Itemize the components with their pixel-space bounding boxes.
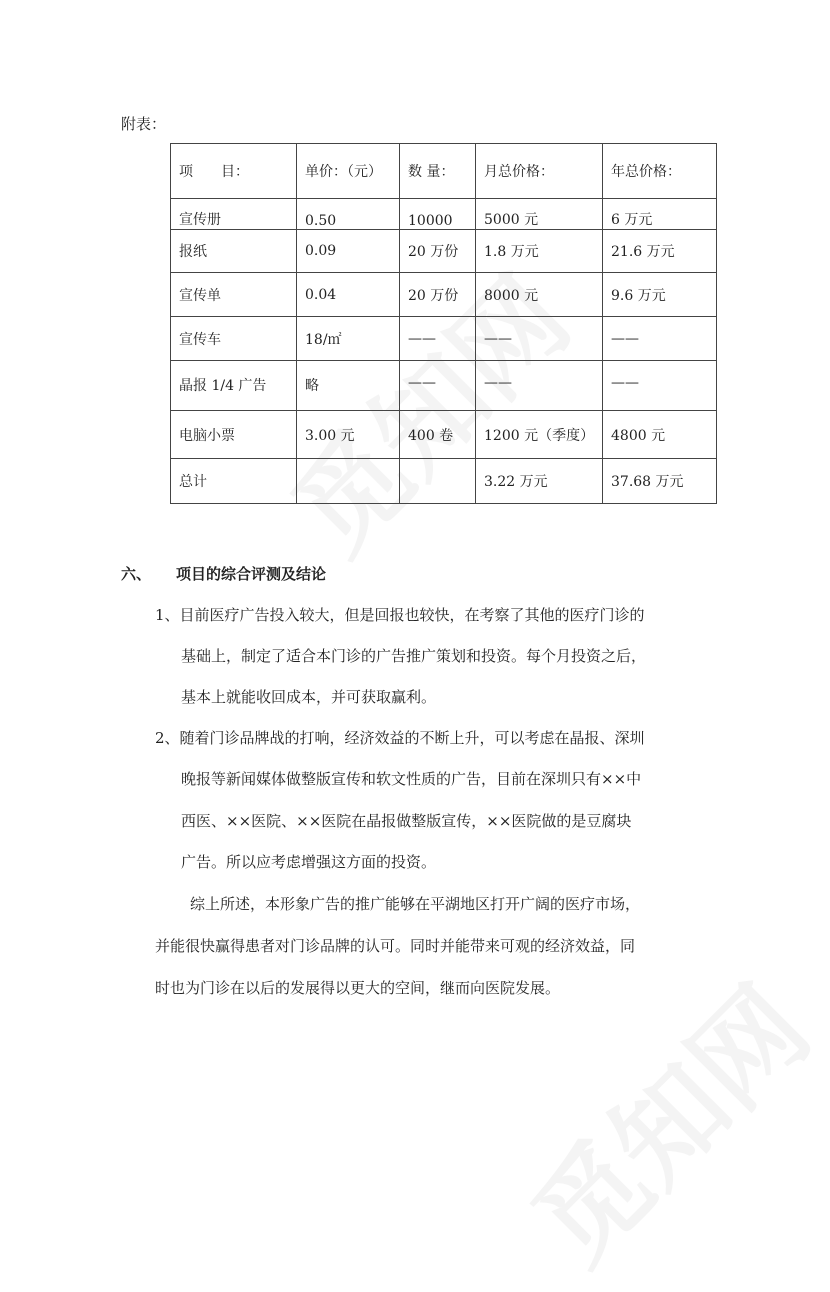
cell: 21.6 万元 [603, 230, 717, 273]
paragraph-line: 时也为门诊在以后的发展得以更大的空间，继而向医院发展。 [155, 979, 561, 997]
cell: 宣传单 [171, 273, 297, 317]
table-row [171, 459, 717, 504]
cell: 略 [297, 361, 400, 411]
cell: 1.8 万元 [476, 230, 603, 273]
cell: 宣传册 [171, 199, 297, 230]
paragraph-line: 综上所述，本形象广告的推广能够在平湖地区打开广阔的医疗市场， [190, 895, 641, 913]
cell: 3.22 万元 [476, 459, 603, 504]
table-row [171, 230, 717, 273]
cell: 20 万份 [400, 230, 476, 273]
cell: —— [603, 361, 717, 411]
cell: 宣传车 [171, 317, 297, 361]
cell: —— [400, 317, 476, 361]
cell: 晶报 1/4 广告 [171, 361, 297, 411]
table-row [171, 273, 717, 317]
cell: —— [476, 317, 603, 361]
cost-table [170, 143, 717, 504]
cell: 8000 元 [476, 273, 603, 317]
paragraph-line: 广告。所以应考虑增强这方面的投资。 [181, 853, 437, 871]
cell [297, 459, 400, 504]
cell: 3.00 元 [297, 411, 400, 459]
cell: —— [400, 361, 476, 411]
paragraph-line: 西医、××医院、××医院在晶报做整版宣传，××医院做的是豆腐块 [181, 812, 632, 830]
appendix-label: 附表： [121, 115, 167, 133]
cell [400, 459, 476, 504]
header-cell: 数 量： [400, 144, 476, 199]
cell: 总计 [171, 459, 297, 504]
header-cell: 项 目： [171, 144, 297, 199]
cell: 18/㎡ [297, 317, 400, 361]
header-cell: 年总价格： [603, 144, 717, 199]
paragraph-line: 晚报等新闻媒体做整版宣传和软文性质的广告，目前在深圳只有××中 [181, 770, 642, 788]
cell: 20 万份 [400, 273, 476, 317]
cell: 9.6 万元 [603, 273, 717, 317]
cell: 0.50 [297, 199, 400, 230]
cell: —— [603, 317, 717, 361]
cell: 37.68 万元 [603, 459, 717, 504]
table-row [171, 361, 717, 411]
cell: 电脑小票 [171, 411, 297, 459]
cell: 0.09 [297, 230, 400, 273]
paragraph-line: 基本上就能收回成本，并可获取赢利。 [181, 688, 437, 706]
cell: 4800 元 [603, 411, 717, 459]
table-row [171, 199, 717, 230]
cell: 400 卷 [400, 411, 476, 459]
table-row [171, 317, 717, 361]
paragraph-line: 2、随着门诊品牌战的打响，经济效益的不断上升，可以考虑在晶报、深圳 [155, 729, 645, 747]
section-number: 六、 [121, 565, 152, 583]
cell: 5000 元 [476, 199, 603, 230]
cell: 1200 元（季度） [476, 411, 603, 459]
cell: 0.04 [297, 273, 400, 317]
watermark [492, 946, 830, 1291]
cell: 6 万元 [603, 199, 717, 230]
section-title: 项目的综合评测及结论 [176, 565, 327, 583]
paragraph-line: 1、目前医疗广告投入较大，但是回报也较快，在考察了其他的医疗门诊的 [155, 606, 645, 624]
table-row [171, 411, 717, 459]
header-cell: 月总价格： [476, 144, 603, 199]
cell: 10000 [400, 199, 476, 230]
cell: 报纸 [171, 230, 297, 273]
cell: —— [476, 361, 603, 411]
header-cell: 单价：（元） [297, 144, 400, 199]
paragraph-line: 基础上，制定了适合本门诊的广告推广策划和投资。每个月投资之后， [181, 647, 647, 665]
paragraph-line: 并能很快赢得患者对门诊品牌的认可。同时并能带来可观的经济效益，同 [155, 937, 636, 955]
table-header-row [171, 144, 717, 199]
